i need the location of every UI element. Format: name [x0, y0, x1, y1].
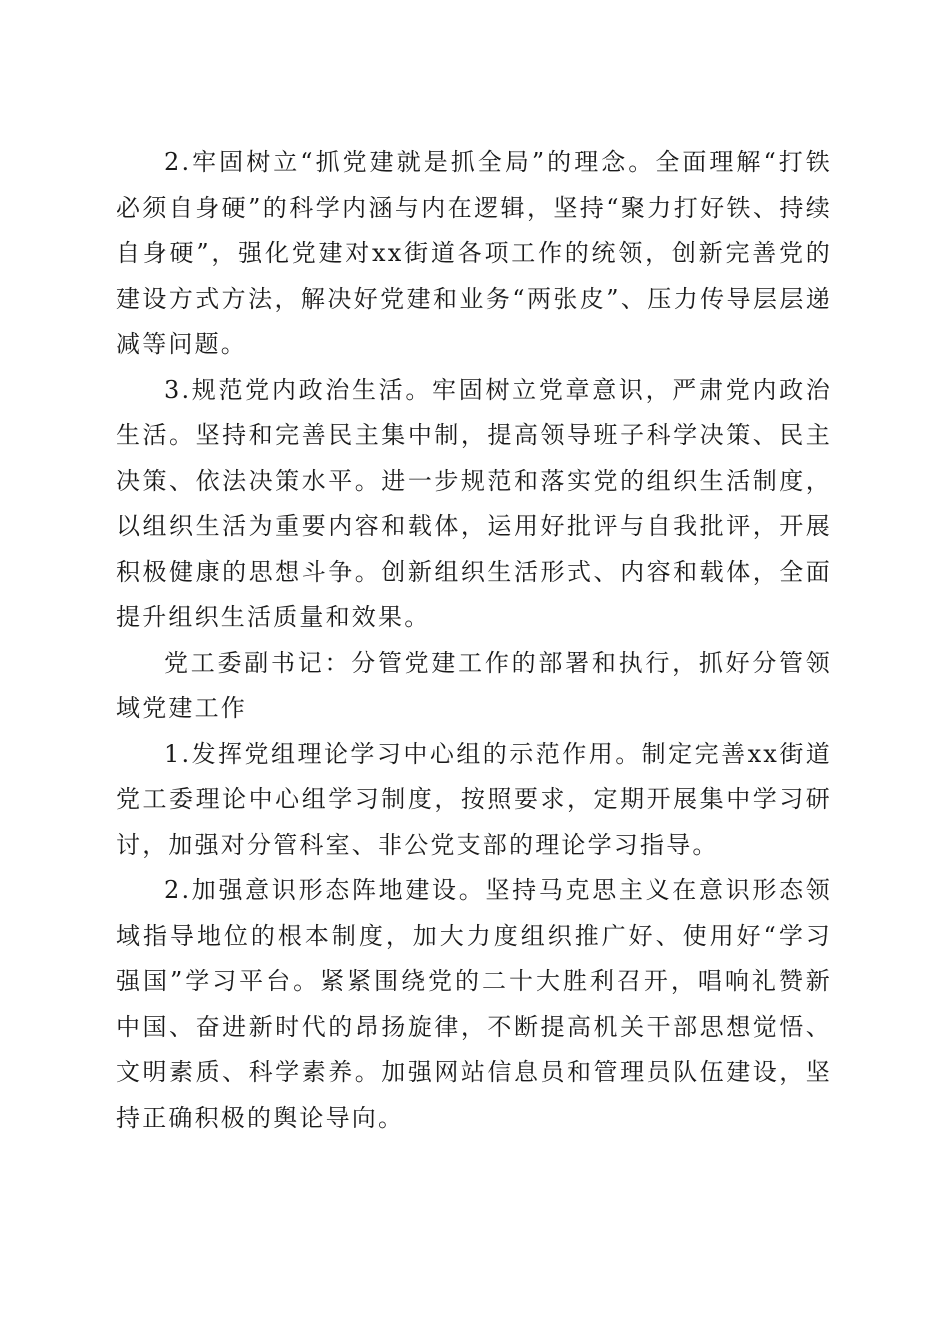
paragraph-item-1-theory-study: 1.发挥党组理论学习中心组的示范作用。制定完善xx街道党工委理论中心组学习制度，按照要求，定期开展集中学习研讨，加强对分管科室、非公党支部的理论学习指导。	[116, 739, 832, 859]
section-heading-deputy-secretary: 党工委副书记：分管党建工作的部署和执行，抓好分管领域党建工作	[116, 648, 832, 722]
paragraph-item-2-ideology: 2.加强意识形态阵地建设。坚持马克思主义在意识形态领域指导地位的根本制度，加大力度组织推广好、使用好“学习强国”学习平台。紧紧围绕党的二十大胜利召开，唱响礼赞新中国、奋进新时代的昂扬旋律，不断提高机关干部思想觉悟、文明素质、科学素养。加强网站信息员和管理员队伍建设，坚持正确积极的舆论导向。	[116, 876, 832, 1132]
paragraph-item-2-party-building: 2.牢固树立“抓党建就是抓全局”的理念。全面理解“打铁必须自身硬”的科学内涵与内在逻辑，坚持“聚力打好铁、持续自身硬”，强化党建对xx街道各项工作的统领，创新完善党的建设方式方法，解决好党建和业务“两张皮”、压力传导层层递减等问题。	[116, 148, 832, 358]
document-body	[116, 140, 832, 1141]
paragraph-item-3-political-life: 3.规范党内政治生活。牢固树立党章意识，严肃党内政治生活。坚持和完善民主集中制，提高领导班子科学决策、民主决策、依法决策水平。进一步规范和落实党的组织生活制度，以组织生活为重要内容和载体，运用好批评与自我批评，开展积极健康的思想斗争。创新组织生活形式、内容和载体，全面提升组织生活质量和效果。	[116, 375, 832, 631]
